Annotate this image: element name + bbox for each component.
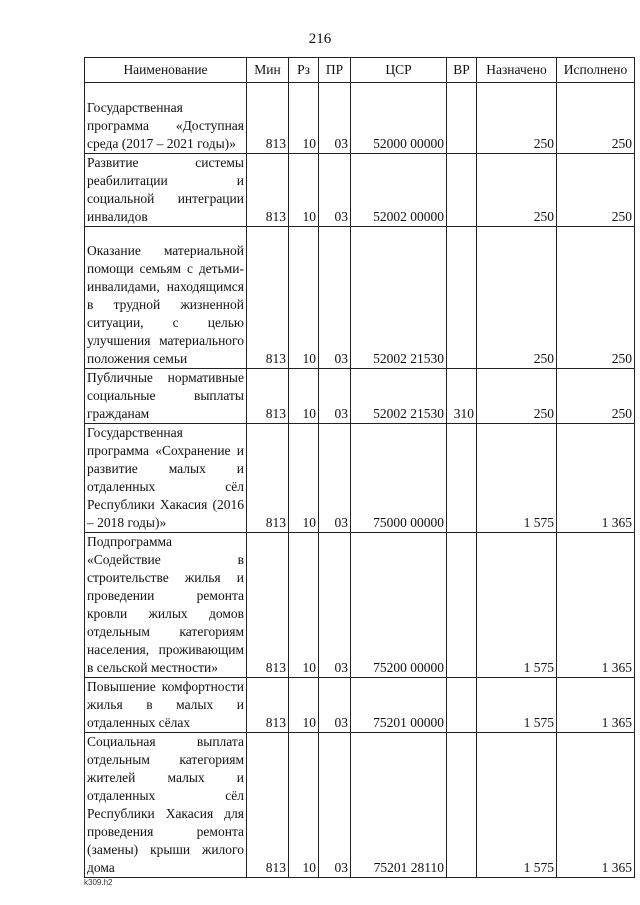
row-name: Подпрограмма «Содействие в строительстве жилья и проведении ремонта кровли жилых домов отдельным категориям населения, проживающим в сельской местности» <box>85 533 247 678</box>
header-csr: ЦСР <box>351 58 447 83</box>
row-rz: 10 <box>289 733 319 878</box>
row-pr: 03 <box>319 227 351 369</box>
table-row <box>85 678 635 733</box>
header-rz: Рз <box>289 58 319 83</box>
row-name: Развитие системы реабилитации и социальной интеграции инвалидов <box>85 154 247 227</box>
row-executed: 250 <box>557 369 635 424</box>
header-executed: Исполнено <box>557 58 635 83</box>
row-vr <box>447 83 477 154</box>
row-pr: 03 <box>319 154 351 227</box>
row-pr: 03 <box>319 369 351 424</box>
row-csr: 75000 00000 <box>351 424 447 533</box>
row-name: Оказание материальной помощи семьям с детьми-инвалидами, находящимся в трудной жизненной ситуации, с целью улучшения материального положения семьи <box>85 227 247 369</box>
row-csr: 52000 00000 <box>351 83 447 154</box>
header-vr: ВР <box>447 58 477 83</box>
row-assigned: 250 <box>477 83 557 154</box>
row-pr: 03 <box>319 424 351 533</box>
row-assigned: 250 <box>477 154 557 227</box>
row-rz: 10 <box>289 369 319 424</box>
row-rz: 10 <box>289 83 319 154</box>
row-csr: 75200 00000 <box>351 533 447 678</box>
row-pr: 03 <box>319 733 351 878</box>
row-assigned: 1 575 <box>477 533 557 678</box>
row-vr <box>447 678 477 733</box>
row-assigned: 1 575 <box>477 424 557 533</box>
row-vr <box>447 154 477 227</box>
row-executed: 250 <box>557 83 635 154</box>
row-vr <box>447 533 477 678</box>
row-vr: 310 <box>447 369 477 424</box>
row-min: 813 <box>247 678 289 733</box>
row-executed: 1 365 <box>557 424 635 533</box>
table-row <box>85 533 635 678</box>
row-pr: 03 <box>319 83 351 154</box>
row-csr: 52002 00000 <box>351 154 447 227</box>
row-name: Государственная программа «Доступная среда (2017 – 2021 годы)» <box>85 83 247 154</box>
table-row <box>85 733 635 878</box>
row-name: Публичные нормативные социальные выплаты гражданам <box>85 369 247 424</box>
row-executed: 1 365 <box>557 733 635 878</box>
row-min: 813 <box>247 227 289 369</box>
page-number: 216 <box>308 31 332 47</box>
footer-code: k309.h2 <box>84 878 113 887</box>
row-min: 813 <box>247 369 289 424</box>
row-min: 813 <box>247 154 289 227</box>
header-pr: ПР <box>319 58 351 83</box>
header-assigned: Назначено <box>477 58 557 83</box>
row-executed: 250 <box>557 227 635 369</box>
row-rz: 10 <box>289 154 319 227</box>
table-row <box>85 369 635 424</box>
row-vr <box>447 424 477 533</box>
row-assigned: 250 <box>477 369 557 424</box>
row-name: Социальная выплата отдельным категориям жителей малых и отдаленных сёл Республики Хакасия для проведения ремонта (замены) крыши жилого дома <box>85 733 247 878</box>
row-vr <box>447 733 477 878</box>
row-executed: 1 365 <box>557 533 635 678</box>
table-header-row <box>85 58 635 83</box>
row-assigned: 1 575 <box>477 733 557 878</box>
row-name: Государственная программа «Сохранение и развитие малых и отдаленных сёл Республики Хакасия (2016 – 2018 годы)» <box>85 424 247 533</box>
row-min: 813 <box>247 733 289 878</box>
budget-table <box>84 57 635 878</box>
row-min: 813 <box>247 424 289 533</box>
table-row <box>85 154 635 227</box>
row-rz: 10 <box>289 678 319 733</box>
row-rz: 10 <box>289 424 319 533</box>
row-name: Повышение комфортности жилья в малых и отдаленных сёлах <box>85 678 247 733</box>
row-rz: 10 <box>289 533 319 678</box>
table-row <box>85 227 635 369</box>
header-min: Мин <box>247 58 289 83</box>
row-csr: 75201 00000 <box>351 678 447 733</box>
row-min: 813 <box>247 533 289 678</box>
row-assigned: 1 575 <box>477 678 557 733</box>
row-csr: 52002 21530 <box>351 227 447 369</box>
table-row <box>85 83 635 154</box>
header-name: Наименование <box>85 58 247 83</box>
row-assigned: 250 <box>477 227 557 369</box>
row-min: 813 <box>247 83 289 154</box>
row-executed: 250 <box>557 154 635 227</box>
row-vr <box>447 227 477 369</box>
table-row <box>85 424 635 533</box>
row-csr: 75201 28110 <box>351 733 447 878</box>
row-executed: 1 365 <box>557 678 635 733</box>
row-rz: 10 <box>289 227 319 369</box>
row-pr: 03 <box>319 678 351 733</box>
row-pr: 03 <box>319 533 351 678</box>
row-csr: 52002 21530 <box>351 369 447 424</box>
